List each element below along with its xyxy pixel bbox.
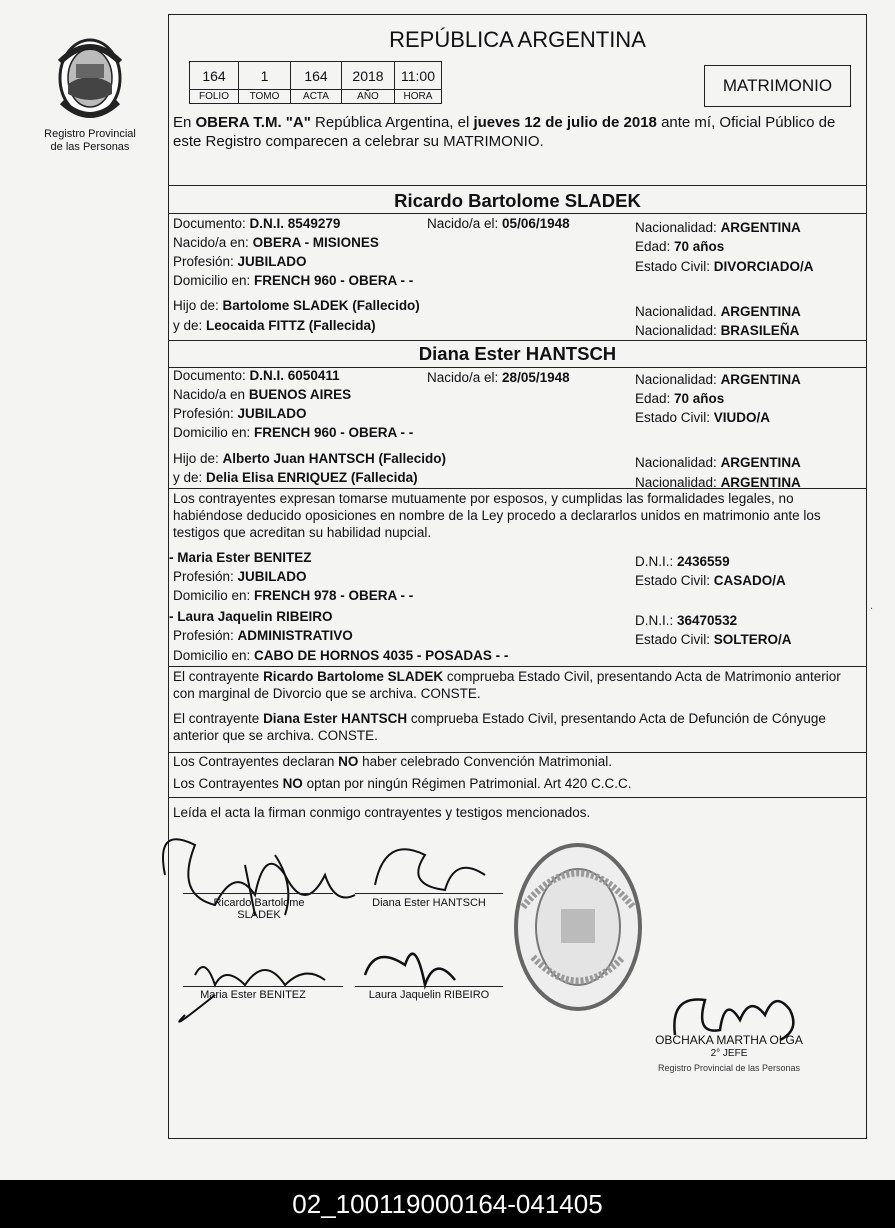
value: Bartolome SLADEK (Fallecido) bbox=[222, 298, 420, 313]
groom-address bbox=[173, 272, 413, 289]
value: - Maria Ester BENITEZ bbox=[169, 550, 312, 565]
bride-nationality bbox=[635, 371, 801, 388]
groom-father-nationality bbox=[635, 303, 801, 320]
value: JUBILADO bbox=[237, 569, 307, 584]
value: 28/05/1948 bbox=[502, 370, 570, 385]
value: ARGENTINA bbox=[720, 220, 801, 235]
label: Domicilio en: bbox=[173, 273, 255, 288]
groom-mother-nationality bbox=[635, 322, 799, 339]
witness-2-dni bbox=[635, 612, 737, 629]
divider bbox=[169, 213, 866, 214]
intro-text-1: En bbox=[173, 114, 196, 131]
label: Documento: bbox=[173, 216, 250, 231]
bride-note bbox=[173, 710, 864, 744]
regime-line-1 bbox=[173, 753, 864, 770]
value: ARGENTINA bbox=[720, 372, 801, 387]
value: FRENCH 960 - OBERA - - bbox=[254, 425, 414, 440]
value: DIVORCIADO/A bbox=[713, 259, 814, 274]
line: Ricardo Bartolome bbox=[213, 897, 305, 909]
caption-line-2: de las Personas bbox=[50, 141, 130, 153]
witness-2-civil-status bbox=[635, 631, 792, 648]
groom-age bbox=[635, 238, 724, 255]
witness-2-profession bbox=[173, 627, 353, 644]
text: Los Contrayentes bbox=[173, 776, 283, 791]
value: 2436559 bbox=[677, 554, 730, 569]
groom-profession bbox=[173, 253, 307, 270]
groom-note bbox=[173, 668, 864, 702]
value: FRENCH 978 - OBERA - - bbox=[254, 588, 414, 603]
registry-table bbox=[189, 61, 442, 104]
label: y de: bbox=[173, 470, 207, 485]
groom-father bbox=[173, 297, 420, 314]
label: Nacido/a el: bbox=[427, 370, 503, 385]
folio-value: 164 bbox=[190, 62, 239, 90]
value: D.N.I. 8549279 bbox=[249, 216, 341, 231]
registry-logo bbox=[40, 32, 140, 154]
value: 05/06/1948 bbox=[502, 216, 570, 231]
intro-date: jueves 12 de julio de 2018 bbox=[473, 114, 657, 131]
bride-civil-status bbox=[635, 409, 770, 426]
witness-1-civil-status bbox=[635, 572, 786, 589]
folio-label: FOLIO bbox=[190, 90, 239, 104]
label: Nacionalidad: bbox=[635, 220, 721, 235]
label: Domicilio en: bbox=[173, 425, 255, 440]
witness-2-address bbox=[173, 647, 508, 664]
bride-age bbox=[635, 390, 724, 407]
value: - Laura Jaquelin RIBEIRO bbox=[169, 609, 333, 624]
bride-document bbox=[173, 367, 340, 384]
intro-text-3: ante mí, Oficial Público de este Registro comparecen a celebrar su MATRIMONIO. bbox=[173, 114, 836, 150]
value: JUBILADO bbox=[237, 406, 307, 421]
divider bbox=[169, 797, 866, 798]
bride-signature-label: Diana Ester HANTSCH bbox=[372, 897, 486, 909]
footer-barcode-text: 02_100119000164-041405 bbox=[0, 1180, 895, 1228]
value: D.N.I. 6050411 bbox=[249, 368, 340, 383]
intro-place: OBERA T.M. "A" bbox=[195, 114, 311, 131]
text: optan por ningún Régimen Patrimonial. Art 420 C.C.C. bbox=[302, 776, 632, 791]
no: NO bbox=[282, 776, 303, 791]
groom-nationality bbox=[635, 219, 801, 236]
witness-2-name bbox=[169, 608, 333, 625]
divider bbox=[169, 340, 866, 341]
label: Domicilio en: bbox=[173, 588, 255, 603]
text: Los Contrayentes declaran bbox=[173, 754, 339, 769]
label: Hijo de: bbox=[173, 298, 223, 313]
label: Profesión: bbox=[173, 569, 238, 584]
label: Edad: bbox=[635, 391, 675, 406]
value: FRENCH 960 - OBERA - - bbox=[254, 273, 414, 288]
witness-1-address bbox=[173, 587, 413, 604]
groom-mother bbox=[173, 317, 376, 334]
label: D.N.I.: bbox=[635, 613, 678, 628]
label: Estado Civil: bbox=[635, 573, 714, 588]
value: 70 años bbox=[674, 239, 725, 254]
value: 70 años bbox=[674, 391, 725, 406]
value: ARGENTINA bbox=[720, 304, 801, 319]
name: Ricardo Bartolome SLADEK bbox=[263, 669, 444, 684]
signature-strokes bbox=[155, 815, 495, 1045]
value: Delia Elisa ENRIQUEZ (Fallecida) bbox=[206, 470, 418, 485]
label: Profesión: bbox=[173, 254, 238, 269]
acta-value: 164 bbox=[291, 62, 342, 90]
witness-2-signature-line bbox=[355, 986, 503, 987]
label: Nacionalidad: bbox=[635, 323, 721, 338]
label: Nacido/a en: bbox=[173, 235, 253, 250]
value: ADMINISTRATIVO bbox=[237, 628, 353, 643]
divider bbox=[169, 488, 866, 489]
bride-address bbox=[173, 424, 413, 441]
label: Domicilio en: bbox=[173, 648, 255, 663]
value: SOLTERO/A bbox=[713, 632, 792, 647]
margin-mark: . bbox=[870, 600, 874, 612]
witness-1-signature-label: Maria Ester BENITEZ bbox=[200, 989, 306, 1001]
label: y de: bbox=[173, 318, 207, 333]
year-label: AÑO bbox=[342, 90, 395, 104]
witness-1-dni bbox=[635, 553, 730, 570]
certificate-frame bbox=[168, 14, 867, 1139]
divider bbox=[169, 185, 866, 186]
value: CASADO/A bbox=[713, 573, 786, 588]
acta-label: ACTA bbox=[291, 90, 342, 104]
label: Nacionalidad: bbox=[635, 475, 721, 490]
label: Edad: bbox=[635, 239, 675, 254]
value: Alberto Juan HANTSCH (Fallecido) bbox=[222, 451, 447, 466]
value: BUENOS AIRES bbox=[248, 387, 352, 402]
groom-document bbox=[173, 215, 340, 232]
groom-signature-line bbox=[183, 893, 333, 894]
bride-father bbox=[173, 450, 446, 467]
label: Nacido/a el: bbox=[427, 216, 503, 231]
text: haber celebrado Convención Matrimonial. bbox=[358, 754, 612, 769]
bride-signature-line bbox=[355, 893, 503, 894]
divider bbox=[169, 666, 866, 667]
label: Nacionalidad: bbox=[635, 455, 721, 470]
registry-caption bbox=[40, 128, 140, 154]
country-title: REPÚBLICA ARGENTINA bbox=[389, 27, 646, 52]
record-type-box: MATRIMONIO bbox=[704, 65, 851, 107]
value: JUBILADO bbox=[237, 254, 307, 269]
official-block bbox=[639, 1033, 819, 1075]
declaration-paragraph: Los contrayentes expresan tomarse mutuamente por esposos, y cumplidas las formalidades legales, no habiéndose deducido oposiciones en nombre de la Ley procedo a declararlos unidos en matrimonio ante los testigos que acreditan su habilidad nupcial. bbox=[173, 491, 821, 540]
official-stamp-icon bbox=[503, 837, 653, 1017]
witness-2-signature-label: Laura Jaquelin RIBEIRO bbox=[368, 989, 490, 1001]
intro-text-2: República Argentina, el bbox=[310, 114, 474, 131]
name: Diana Ester HANTSCH bbox=[263, 711, 408, 726]
label: Profesión: bbox=[173, 406, 238, 421]
label: Estado Civil: bbox=[635, 632, 714, 647]
groom-born-in bbox=[173, 234, 379, 251]
label: Estado Civil: bbox=[635, 259, 714, 274]
label: Documento: bbox=[173, 368, 250, 383]
groom-signature-label bbox=[189, 897, 329, 921]
bride-profession bbox=[173, 405, 307, 422]
text: El contrayente bbox=[173, 711, 264, 726]
year-value: 2018 bbox=[342, 62, 395, 90]
value: CABO DE HORNOS 4035 - POSADAS - - bbox=[254, 648, 509, 663]
label: Nacionalidad: bbox=[635, 372, 721, 387]
value: VIUDO/A bbox=[713, 410, 771, 425]
tomo-label: TOMO bbox=[239, 90, 291, 104]
intro-paragraph bbox=[173, 113, 864, 151]
regime-line-2 bbox=[173, 775, 864, 792]
no: NO bbox=[338, 754, 359, 769]
label: Profesión: bbox=[173, 628, 238, 643]
label: Nacido/a en bbox=[173, 387, 249, 402]
official-role: 2° JEFE bbox=[710, 1048, 748, 1059]
official-name: OBCHAKA MARTHA OLGA bbox=[655, 1033, 803, 1047]
caption-line-1: Registro Provincial bbox=[44, 128, 136, 140]
tomo-value: 1 bbox=[239, 62, 291, 90]
hour-value: 11:00 bbox=[395, 62, 442, 90]
line: SLADEK bbox=[237, 909, 281, 921]
value: 36470532 bbox=[677, 613, 738, 628]
label: Estado Civil: bbox=[635, 410, 714, 425]
bride-mother bbox=[173, 469, 418, 486]
bride-father-nationality bbox=[635, 454, 801, 471]
witness-1-signature-line bbox=[183, 986, 343, 987]
groom-born-date bbox=[427, 215, 570, 232]
label: Nacionalidad. bbox=[635, 304, 721, 319]
label: D.N.I.: bbox=[635, 554, 678, 569]
bride-born-date bbox=[427, 369, 570, 386]
closing-sentence: Leída el acta la firman conmigo contrayentes y testigos mencionados. bbox=[173, 805, 591, 820]
groom-name-heading: Ricardo Bartolome SLADEK bbox=[394, 190, 641, 211]
groom-civil-status bbox=[635, 258, 814, 275]
value: BRASILEÑA bbox=[720, 323, 800, 338]
witness-1-profession bbox=[173, 568, 307, 585]
text: comprueba Estado Civil, presentando Acta de Defunción de Cónyuge anterior que se archiva. CONSTE. bbox=[173, 711, 826, 743]
official-office: Registro Provincial de las Personas bbox=[657, 1063, 801, 1073]
text: El contrayente bbox=[173, 669, 264, 684]
value: ARGENTINA bbox=[720, 455, 801, 470]
bride-born-in bbox=[173, 386, 351, 403]
witness-1-name bbox=[169, 549, 312, 566]
hour-label: HORA bbox=[395, 90, 442, 104]
value: ARGENTINA bbox=[720, 475, 801, 490]
value: Leocaida FITTZ (Fallecida) bbox=[206, 318, 376, 333]
value: OBERA - MISIONES bbox=[252, 235, 379, 250]
label: Hijo de: bbox=[173, 451, 223, 466]
text: comprueba Estado Civil, presentando Acta de Matrimonio anterior con marginal de Divorcio que se archiva. CONSTE. bbox=[173, 669, 841, 701]
province-coat-of-arms-icon bbox=[52, 32, 128, 124]
bride-name-heading: Diana Ester HANTSCH bbox=[418, 343, 617, 364]
